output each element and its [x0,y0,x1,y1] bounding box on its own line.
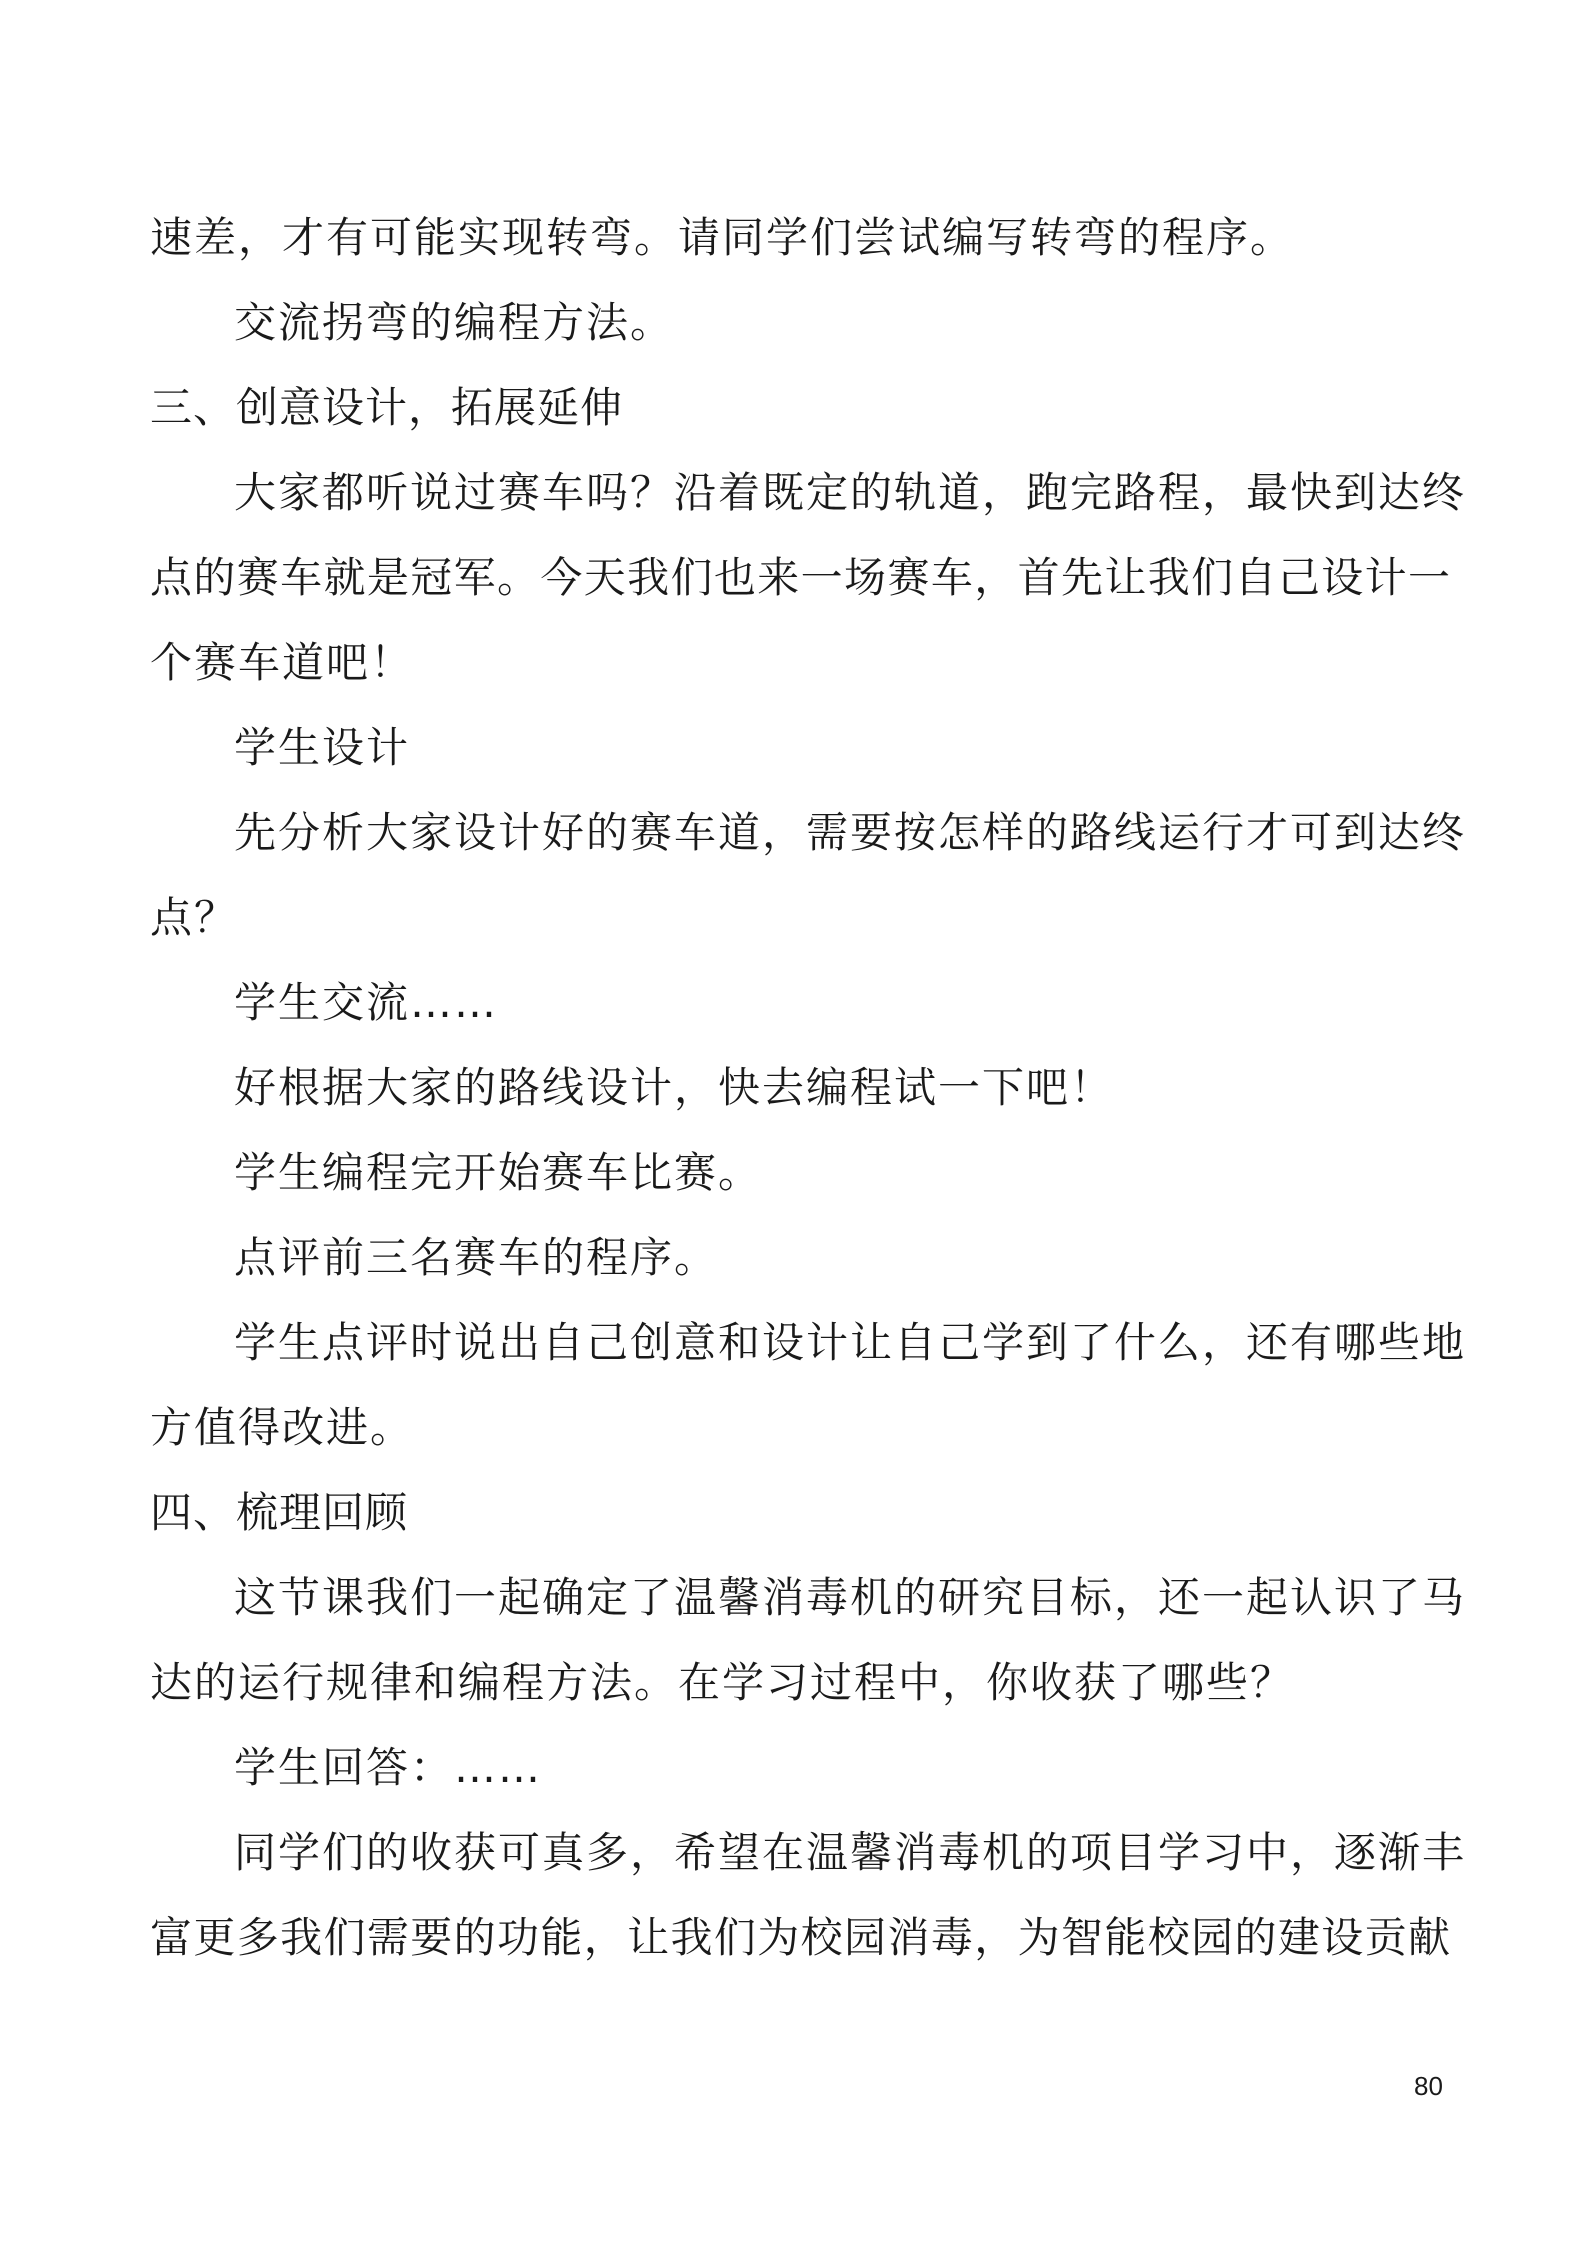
paragraph-line: 学生回答：…… [234,1743,543,1792]
paragraph-line: 速差，才有可能实现转弯。请同学们尝试编写转弯的程序。 [150,213,1295,262]
paragraph-line: 学生交流…… [234,978,499,1027]
section-heading-4: 四、梳理回顾 [150,1488,409,1537]
paragraph-line: 富更多我们需要的功能，让我们为校园消毒，为智能校园的建设贡献 [150,1913,1450,1962]
paragraph-line: 先分析大家设计好的赛车道，需要按怎样的路线运行才可到达终 [234,808,1467,857]
paragraph-line: 好根据大家的路线设计，快去编程试一下吧！ [234,1063,1115,1112]
paragraph-line: 个赛车道吧！ [150,638,415,687]
paragraph-line: 这节课我们一起确定了温馨消毒机的研究目标，还一起认识了马 [234,1573,1467,1622]
page-number: 80 [1414,2071,1443,2101]
paragraph-line: 交流拐弯的编程方法。 [234,298,675,347]
paragraph-line: 点？ [150,893,239,942]
paragraph-line: 方值得改进。 [150,1403,415,1452]
paragraph-line: 同学们的收获可真多，希望在温馨消毒机的项目学习中，逐渐丰 [234,1828,1467,1877]
paragraph-line: 点评前三名赛车的程序。 [234,1233,719,1282]
paragraph-line: 大家都听说过赛车吗？沿着既定的轨道，跑完路程，最快到达终 [234,468,1467,517]
paragraph-line: 学生设计 [234,723,411,772]
paragraph-line: 学生编程完开始赛车比赛。 [234,1148,763,1197]
section-heading-3: 三、创意设计，拓展延伸 [150,383,624,432]
paragraph-line: 学生点评时说出自己创意和设计让自己学到了什么，还有哪些地 [234,1318,1467,1367]
paragraph-line: 点的赛车就是冠军。今天我们也来一场赛车，首先让我们自己设计一 [150,553,1450,602]
paragraph-line: 达的运行规律和编程方法。在学习过程中，你收获了哪些？ [150,1658,1295,1707]
